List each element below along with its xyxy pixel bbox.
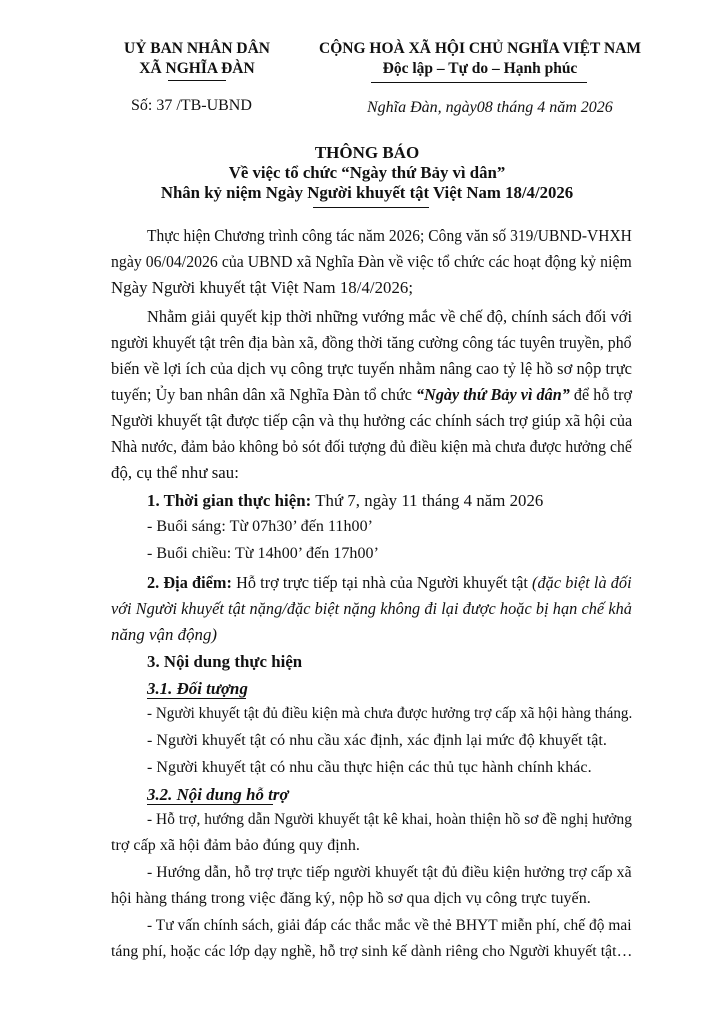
paragraph-line: Thực hiện Chương trình công tác năm 2026; Công văn số 319/UBND-VHXH <box>147 226 632 245</box>
paragraph-line: Nhằm giải quyết kịp thời những vướng mắc về chế độ, chính sách đối với <box>147 307 633 326</box>
agency-commune: XÃ NGHĨA ĐÀN <box>139 60 255 77</box>
agency-name: UỶ BAN NHÂN DÂN <box>124 40 270 57</box>
document-number: Số: 37 /TB-UBND <box>131 97 252 114</box>
section-location <box>147 573 632 593</box>
paragraph-line: hội hàng tháng trong việc đăng ký, nộp hồ sơ qua dịch vụ công trực tuyến. <box>111 890 591 907</box>
text-run: tuyến; Ủy ban nhân dân xã Nghĩa Đàn tổ chức <box>111 385 417 404</box>
list-item: - Buổi chiều: Từ 14h00’ đến 17h00’ <box>147 545 379 562</box>
list-item: - Người khuyết tật có nhu cầu xác định, xác định lại mức độ khuyết tật. <box>147 732 607 749</box>
paragraph-line: biến về lợi ích của dịch vụ công trực tuyến nhằm nâng cao tỷ lệ hồ sơ nộp trực <box>111 359 633 378</box>
subsection-underline <box>147 804 273 805</box>
subsection-heading: 3.1. Đối tượng <box>147 679 248 698</box>
paragraph-line: Người khuyết tật được tiếp cận và thụ hưởng các chính sách trợ giúp xã hội của <box>111 411 633 430</box>
title-underline <box>313 207 429 208</box>
section-heading: 1. Thời gian thực hiện: <box>147 491 312 510</box>
list-item: - Hướng dẫn, hỗ trợ trực tiếp người khuyết tật đủ điều kiện hưởng trợ cấp xã <box>147 864 632 881</box>
list-item: - Tư vấn chính sách, giải đáp các thắc mắc về thẻ BHYT miễn phí, chế độ mai <box>147 917 632 934</box>
list-item: - Người khuyết tật có nhu cầu thực hiện các thủ tục hành chính khác. <box>147 759 592 776</box>
place-date: Nghĩa Đàn, ngày08 tháng 4 năm 2026 <box>367 99 613 116</box>
section-time <box>147 491 543 511</box>
subsection-underline <box>147 698 246 699</box>
list-item: - Hỗ trợ, hướng dẫn Người khuyết tật kê khai, hoàn thiện hồ sơ đề nghị hưởng <box>147 811 632 828</box>
country-name: CỘNG HOÀ XÃ HỘI CHỦ NGHĨA VIỆT NAM <box>319 40 641 57</box>
country-motto: Độc lập – Tự do – Hạnh phúc <box>382 60 578 77</box>
paragraph-line: táng phí, hoặc các lớp dạy nghề, hỗ trợ sinh kế dành riêng cho Người khuyết tật… <box>111 943 633 960</box>
paragraph-line: người khuyết tật trên địa bàn xã, đồng thời tăng cường công tác tuyên truyền, phổ <box>111 333 632 352</box>
text-run: Thứ 7, ngày 11 tháng 4 năm 2026 <box>311 491 544 510</box>
text-run: Hỗ trợ trực tiếp tại nhà của Người khuyết tật <box>231 573 533 592</box>
subsection-heading: 3.2. Nội dung hỗ trợ <box>147 785 289 804</box>
section-heading: 3. Nội dung thực hiện <box>147 652 303 671</box>
text-run: để hỗ trợ <box>569 385 633 404</box>
agency-underline <box>168 80 226 81</box>
notice-title: THÔNG BÁO <box>314 143 420 162</box>
list-item: - Người khuyết tật đủ điều kiện mà chưa được hưởng trợ cấp xã hội hàng tháng. <box>147 705 633 722</box>
event-name: “Ngày thứ Bảy vì dân” <box>416 385 570 404</box>
text-run: (đặc biệt là đối <box>532 573 632 592</box>
paragraph-line: Ngày Người khuyết tật Việt Nam 18/4/2026; <box>111 278 414 297</box>
motto-underline <box>371 82 587 83</box>
notice-subject: Về việc tổ chức “Ngày thứ Bảy vì dân” <box>228 163 506 182</box>
paragraph-line: ngày 06/04/2026 của UBND xã Nghĩa Đàn về việc tổ chức các hoạt động kỷ niệm <box>111 252 632 271</box>
paragraph-line: năng vận động) <box>111 625 218 644</box>
paragraph-line: trợ cấp xã hội đảm bảo đúng quy định. <box>111 837 360 854</box>
paragraph-line: độ, cụ thể như sau: <box>111 463 239 482</box>
notice-occasion: Nhân kỷ niệm Ngày Người khuyết tật Việt Nam 18/4/2026 <box>160 183 574 202</box>
section-heading: 2. Địa điểm: <box>147 573 232 592</box>
list-item: - Buổi sáng: Từ 07h30’ đến 11h00’ <box>147 518 374 535</box>
paragraph-line <box>111 385 632 405</box>
paragraph-line: Nhà nước, đảm bảo không bỏ sót đối tượng đủ điều kiện mà chưa được hưởng chế <box>111 437 632 456</box>
paragraph-line: với Người khuyết tật nặng/đặc biệt nặng không đi lại được hoặc bị hạn chế khả <box>111 599 632 618</box>
